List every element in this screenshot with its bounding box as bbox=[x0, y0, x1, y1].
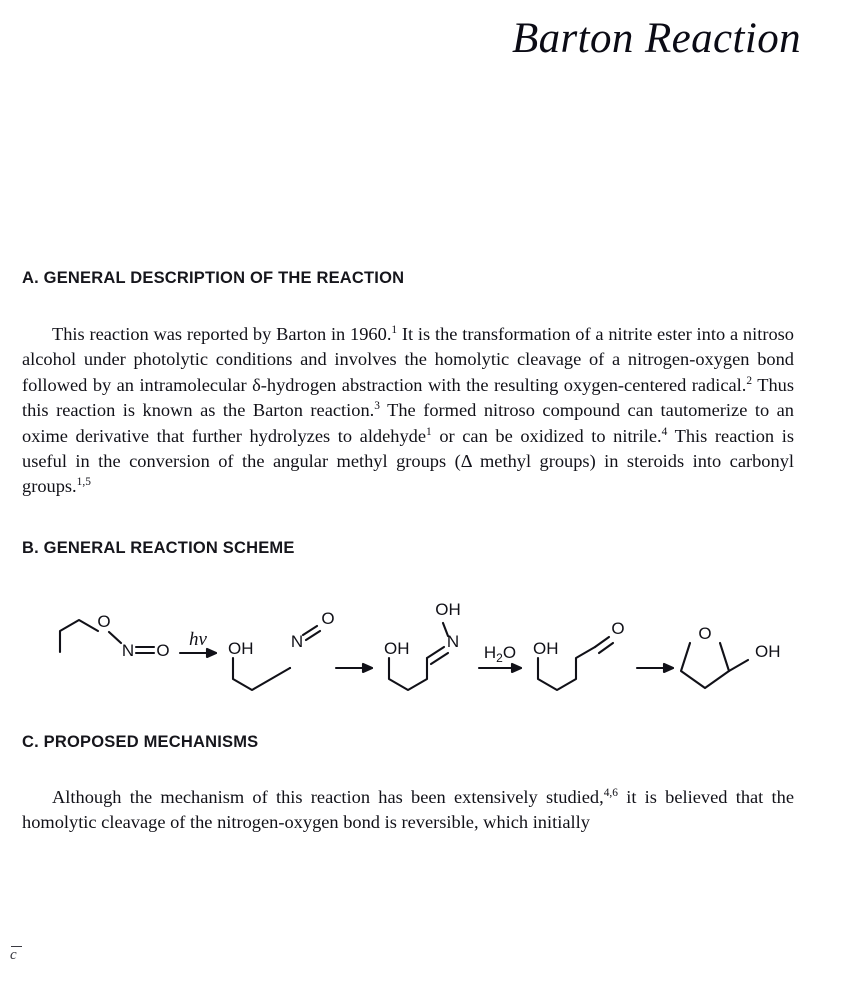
reference-marker-4: 1 bbox=[426, 425, 432, 438]
atom-label-oh: OH bbox=[533, 639, 559, 658]
atom-label-o: O bbox=[97, 612, 111, 631]
section-a-paragraph bbox=[22, 322, 794, 500]
arrow-3-label: $H_2O$ bbox=[483, 643, 517, 665]
reaction-scheme-svg bbox=[0, 575, 843, 705]
par-a-text-2: It is the transformation of a nitrite ester into a nitroso alcohol under photolytic conditions and involves the homolytic cleavage of a nitrogen-oxygen bond followed by an intramolecular δ-hydrogen abstraction with the resulting oxygen-centered radical. bbox=[22, 324, 794, 395]
reference-marker-5: 4 bbox=[661, 425, 668, 438]
par-a-text-4: The formed nitroso compound can tautomerize to an oxime derivative that further hydrolyzes to aldehyde bbox=[22, 400, 795, 446]
reference-marker-2: 2 bbox=[746, 374, 753, 387]
structure-nitroso-alcohol bbox=[233, 626, 320, 690]
arrow-1-label: hν bbox=[189, 629, 207, 650]
atom-label-o: O bbox=[321, 609, 335, 628]
atom-label-oh: OH bbox=[435, 600, 461, 619]
atom-label-oh: OH bbox=[228, 639, 254, 658]
arrow-3 bbox=[479, 664, 521, 672]
par-a-text-5: or can be oxidized to nitrile. bbox=[431, 425, 662, 446]
atom-label-o: O bbox=[698, 624, 712, 643]
section-heading-a: A. GENERAL DESCRIPTION OF THE REACTION bbox=[22, 269, 405, 287]
section-heading-c: C. PROPOSED MECHANISMS bbox=[22, 733, 259, 751]
atom-label-o: O bbox=[611, 619, 625, 638]
atom-label-n: N bbox=[121, 641, 135, 660]
page-title: Barton Reaction bbox=[511, 15, 801, 62]
atom-label-oh: OH bbox=[755, 642, 781, 661]
arrow-1 bbox=[180, 649, 216, 657]
par-a-text-6: This reaction is useful in the conversion of the angular methyl groups (Δ methyl groups) in steroids into carbonyl groups. bbox=[22, 425, 794, 497]
reference-marker-6: 1,5 bbox=[76, 476, 91, 489]
atom-label-n: N bbox=[446, 632, 460, 651]
section-heading-b: B. GENERAL REACTION SCHEME bbox=[22, 539, 295, 557]
atom-label-n: N bbox=[290, 632, 304, 651]
reaction-scheme bbox=[0, 575, 843, 705]
reference-marker-3: 3 bbox=[374, 400, 380, 413]
atom-label-oh: OH bbox=[384, 639, 410, 658]
par-c-text-2: it is believed that the homolytic cleavage of the nitrogen-oxygen bond is reversible, which initially bbox=[22, 787, 795, 833]
par-c-text-1: Although the mechanism of this reaction has been extensively studied, bbox=[52, 787, 604, 807]
arrow-4 bbox=[637, 664, 673, 672]
reference-marker-1: 1 bbox=[391, 323, 398, 336]
page-artifact-mark bbox=[10, 946, 22, 963]
arrow-2 bbox=[336, 664, 372, 672]
par-a-text-3: Thus this reaction is known as the Barton reaction. bbox=[22, 374, 795, 421]
artifact-letter: c bbox=[10, 947, 17, 963]
par-a-text-1: This reaction was reported by Barton in 1960. bbox=[52, 324, 392, 344]
section-c-paragraph bbox=[22, 785, 794, 836]
structure-lactol bbox=[681, 643, 748, 688]
reference-marker-7: 4,6 bbox=[603, 786, 618, 799]
atom-label-o: O bbox=[156, 641, 170, 660]
